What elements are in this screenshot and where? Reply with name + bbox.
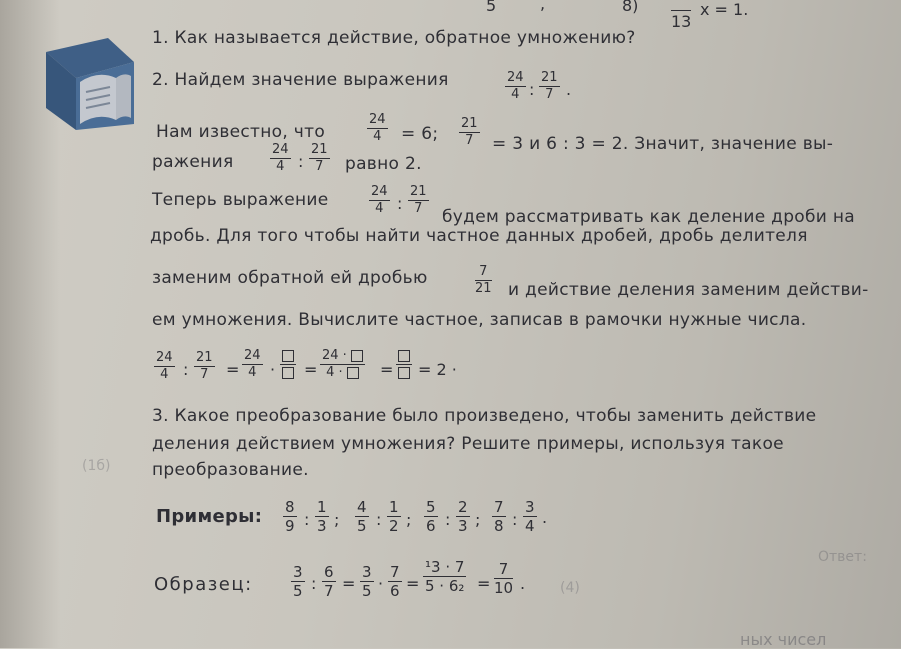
para-eq6: = 6; xyxy=(401,124,439,144)
calc-dot: · xyxy=(270,360,276,379)
answer-box[interactable] xyxy=(351,350,363,362)
answer-box[interactable] xyxy=(282,350,294,362)
book-icon xyxy=(36,32,136,132)
example-1-b: $\frac{1}{3}$ xyxy=(317,498,327,535)
sample-eq-2: = xyxy=(406,574,420,593)
inverse-fraction: $\frac{7}{21}$ xyxy=(475,264,492,296)
q2-frac-b: $\frac{21}{7}$ xyxy=(541,70,558,102)
example-sep: ; xyxy=(334,510,340,529)
q2-frac-a: $\frac{24}{4}$ xyxy=(507,70,524,102)
top-fragment-den: 13 xyxy=(671,12,692,31)
calc-eq-3: = xyxy=(380,360,394,379)
example-1-a: $\frac{8}{9}$ xyxy=(285,498,295,535)
question-3-line-3: преобразование. xyxy=(152,460,309,480)
answer-box[interactable] xyxy=(282,367,294,379)
para-line-5-start: заменим обратной ей дробью xyxy=(152,268,428,288)
answer-box[interactable] xyxy=(398,367,410,379)
question-2: 2. Найдем значение выражения xyxy=(152,70,449,90)
calc-eq-2: = xyxy=(304,360,318,379)
para3-frac-b: $\frac{21}{7}$ xyxy=(410,184,427,216)
example-sep: ; xyxy=(406,510,412,529)
bleed-text-3: (4) xyxy=(560,580,580,596)
top-fragment-item: 8) xyxy=(622,0,639,15)
example-end: . xyxy=(542,508,548,527)
para-line-4: дробь. Для того чтобы найти частное данных дробей, дробь делителя xyxy=(150,226,808,246)
calc-box-frac-1 xyxy=(280,348,296,381)
para3-colon: : xyxy=(397,194,403,213)
top-fragment-comma: , xyxy=(540,0,546,13)
question-3-line-2: деления действием умножения? Решите примеры, используя такое xyxy=(152,434,784,454)
bleed-text-4: ных чисел xyxy=(740,630,827,649)
q2-colon: : xyxy=(529,80,535,99)
answer-box[interactable] xyxy=(347,367,359,379)
para-line-6: ем умножения. Вычислите частное, записав в рамочки нужные числа. xyxy=(152,310,807,330)
calc-box-frac-2 xyxy=(396,348,412,381)
examples-label: Примеры: xyxy=(156,506,263,527)
sample-end: . xyxy=(520,574,526,593)
para2-frac-a: $\frac{24}{4}$ xyxy=(272,142,289,174)
calc-colon: : xyxy=(183,360,189,379)
sample-frac-5: $\frac{\text{¹3 · 7}}{\text{5 · 6₂}}$ xyxy=(425,558,465,595)
example-2-a: $\frac{4}{5}$ xyxy=(357,498,367,535)
top-fragment-rest: x = 1. xyxy=(700,0,749,19)
sample-dot: · xyxy=(378,574,384,593)
example-4-a: $\frac{7}{8}$ xyxy=(494,498,504,535)
sample-frac-3: $\frac{3}{5}$ xyxy=(362,563,372,600)
calc-frac-24-4: $\frac{24}{4}$ xyxy=(156,350,173,382)
top-fragment-left: 5 xyxy=(486,0,497,15)
bleed-text-1: (1б) xyxy=(82,458,111,474)
answer-box[interactable] xyxy=(398,350,410,362)
calc-result: = 2 · xyxy=(418,360,457,379)
sample-frac-4: $\frac{7}{6}$ xyxy=(390,563,400,600)
sample-label: Образец: xyxy=(154,574,253,595)
calc-frac-24-4-b: $\frac{24}{4}$ xyxy=(244,348,261,380)
calc-eq-1: = xyxy=(226,360,240,379)
sample-eq-3: = xyxy=(477,574,491,593)
para2-colon: : xyxy=(298,152,304,171)
example-4-b: $\frac{3}{4}$ xyxy=(525,498,535,535)
calc-frac-21-7: $\frac{21}{7}$ xyxy=(196,350,213,382)
para-line-1-start: Нам известно, что xyxy=(156,122,326,142)
para-line-5-rest: и действие деления заменим действи- xyxy=(508,280,869,300)
sample-frac-2: $\frac{6}{7}$ xyxy=(324,563,334,600)
para-line-1-rest: = 3 и 6 : 3 = 2. Значит, значение вы- xyxy=(492,134,834,154)
sample-frac-1: $\frac{3}{5}$ xyxy=(293,563,303,600)
example-colon: : xyxy=(445,510,451,529)
example-sep: ; xyxy=(475,510,481,529)
sample-frac-6: $\frac{7}{10}$ xyxy=(494,560,514,597)
para-line-2-start: ражения xyxy=(152,152,234,172)
para-frac-21-7: $\frac{21}{7}$ xyxy=(461,116,478,148)
para-line-3-start: Теперь выражение xyxy=(152,190,329,210)
example-colon: : xyxy=(304,510,310,529)
example-2-b: $\frac{1}{2}$ xyxy=(389,498,399,535)
example-colon: : xyxy=(512,510,518,529)
para-line-2-rest: равно 2. xyxy=(345,154,422,174)
example-3-b: $\frac{2}{3}$ xyxy=(458,498,468,535)
example-3-a: $\frac{5}{6}$ xyxy=(426,498,436,535)
para3-frac-a: $\frac{24}{4}$ xyxy=(371,184,388,216)
bleed-text-2: Ответ: xyxy=(818,549,867,565)
para-frac-24-4: $\frac{24}{4}$ xyxy=(369,112,386,144)
question-3-line-1: 3. Какое преобразование было произведено, чтобы заменить действие xyxy=(152,406,817,426)
sample-colon: : xyxy=(311,574,317,593)
q2-dot: . xyxy=(566,80,572,99)
sample-eq-1: = xyxy=(342,574,356,593)
calc-product-frac: $\frac{24 \cdot}{4 \cdot}$ xyxy=(320,348,365,381)
para2-frac-b: $\frac{21}{7}$ xyxy=(311,142,328,174)
question-1: 1. Как называется действие, обратное умножению? xyxy=(152,28,636,48)
para-line-3-rest: будем рассматривать как деление дроби на xyxy=(442,207,855,227)
example-colon: : xyxy=(376,510,382,529)
